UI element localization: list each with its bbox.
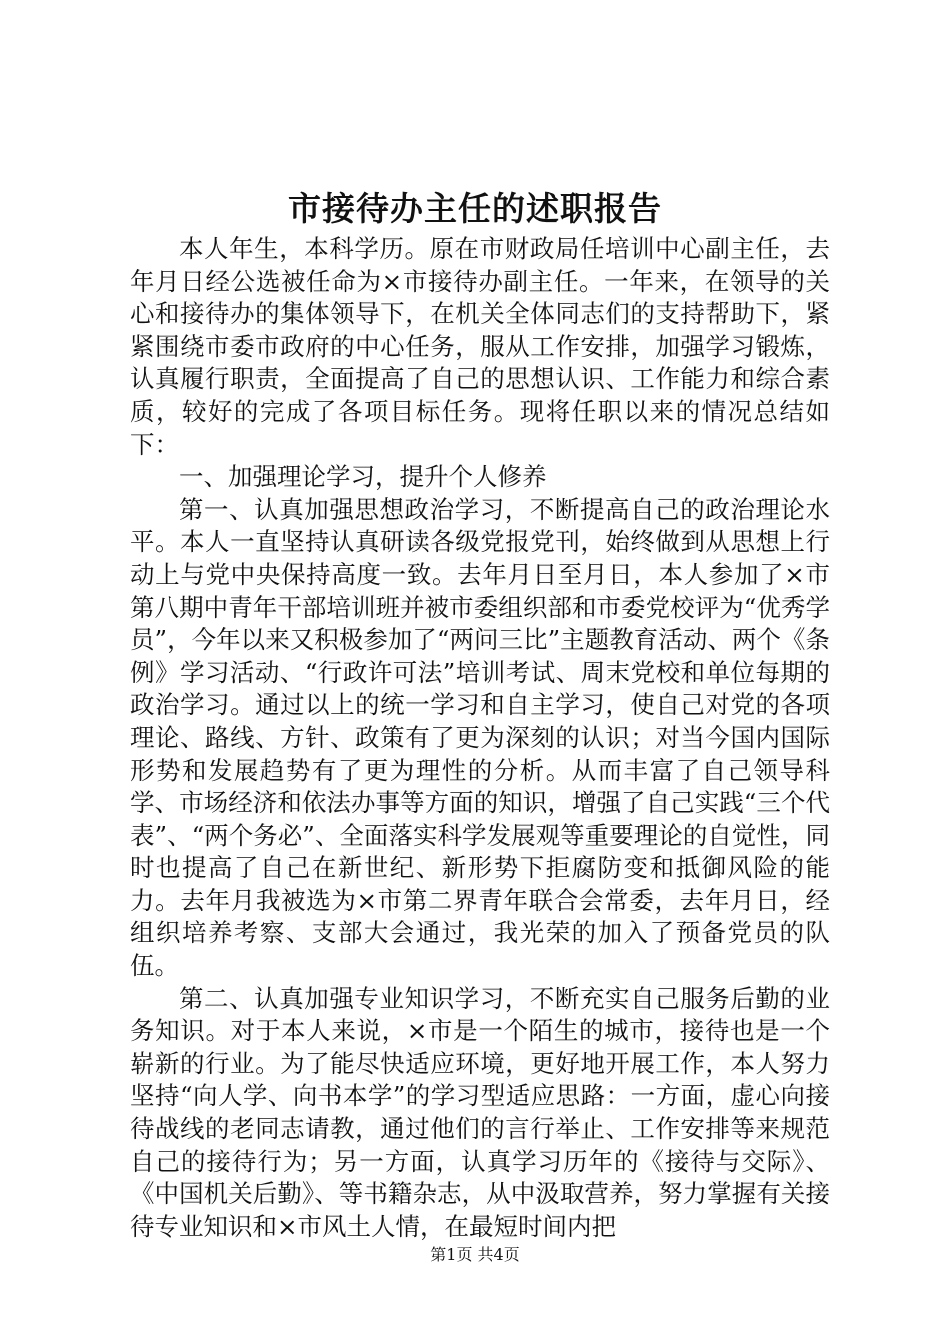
paragraph-political-study: 第一、认真加强思想政治学习，不断提高自己的政治理论水平。本人一直坚持认真研读各级党报党刊，始终做到从思想上行动上与党中央保持高度一致。去年月日至月日，本人参加了×市第八期中青年干部培训班并被市委组织部和市委党校评为“优秀学员”，今年以来又积极参加了“两问三比”主题教育活动、两个《条例》学习活动、“行政许可法”培训考试、周末党校和单位每期的政治学习。通过以上的统一学习和自主学习，使自己对党的各项理论、路线、方针、政策有了更为深刻的认识；对当今国内国际形势和发展趋势有了更为理性的分析。从而丰富了自己领导科学、市场经济和依法办事等方面的知识，增强了自己实践“三个代表”、“两个务必”、全面落实科学发展观等重要理论的自觉性，同时也提高了自己在新世纪、新形势下拒腐防变和抵御风险的能力。去年月我被选为×市第二界青年联合会常委，去年月日，经组织培养考察、支部大会通过，我光荣的加入了预备党员的队伍。 bbox=[130, 494, 830, 981]
section-heading: 一、加强理论学习，提升个人修养 bbox=[179, 462, 547, 492]
paragraph-professional-study: 第二、认真加强专业知识学习，不断充实自己服务后勤的业务知识。对于本人来说，×市是一个陌生的城市，接待也是一个崭新的行业。为了能尽快适应环境，更好地开展工作，本人努力坚持“向人学、向书本学”的学习型适应思路：一方面，虚心向接待战线的老同志请教，通过他们的言行举止、工作安排等来规范自己的接待行为；另一方面，认真学习历年的《接待与交际》、《中国机关后勤》、等书籍杂志，从中汲取营养，努力掌握有关接待专业知识和×市风土人情，在最短时间内把 bbox=[130, 983, 830, 1241]
document-title: 市接待办主任的述职报告 bbox=[288, 189, 662, 228]
document-body bbox=[130, 233, 830, 1243]
paragraph-intro: 本人年生，本科学历。原在市财政局任培训中心副主任，去年月日经公选被任命为×市接待办副主任。一年来，在领导的关心和接待办的集体领导下，在机关全体同志们的支持帮助下，紧紧围绕市委市政府的中心任务，服从工作安排，加强学习锻炼，认真履行职责，全面提高了自己的思想认识、工作能力和综合素质，较好的完成了各项目标任务。现将任职以来的情况总结如下： bbox=[130, 234, 830, 459]
page-footer: 第1页 共4页 bbox=[430, 1245, 520, 1264]
